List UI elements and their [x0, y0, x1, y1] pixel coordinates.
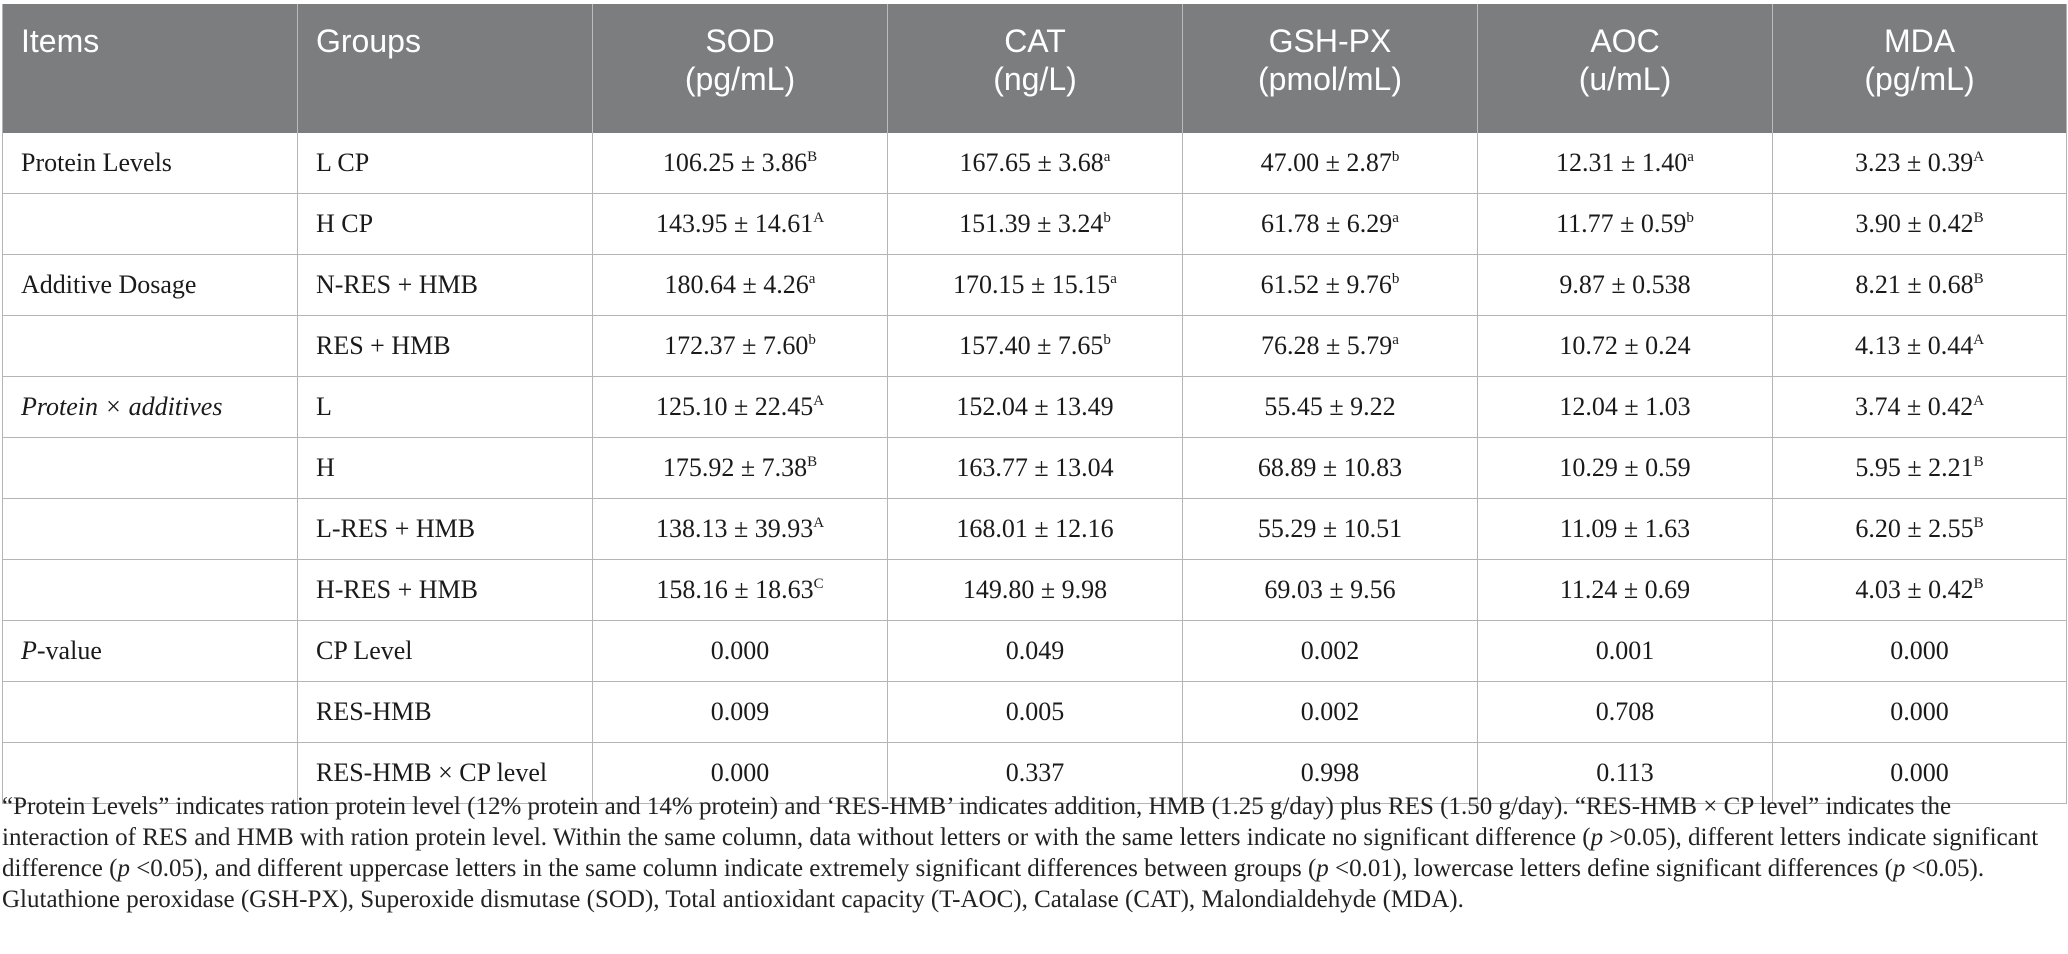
item-label-rest: -value	[36, 636, 102, 665]
value-cell	[1773, 621, 2067, 682]
value-cell	[888, 560, 1183, 621]
value-text: 0.000	[1890, 636, 1949, 665]
value-cell	[1183, 499, 1478, 560]
value-text: 11.09 ± 1.63	[1559, 514, 1691, 543]
column-header	[3, 4, 298, 133]
value-cell	[593, 438, 888, 499]
significance-letter: a	[808, 271, 816, 287]
value-text: 3.90 ± 0.42	[1855, 209, 1974, 238]
table-row	[3, 133, 2067, 194]
value-text: 4.13 ± 0.44	[1854, 331, 1974, 360]
value-cell	[1183, 560, 1478, 621]
significance-letter: B	[1973, 271, 1984, 287]
item-cell	[3, 194, 298, 255]
group-cell: H-RES + HMB	[298, 560, 593, 621]
value-cell	[1773, 255, 2067, 316]
value-cell	[1478, 133, 1773, 194]
item-cell	[3, 255, 298, 316]
value-text: 157.40 ± 7.65	[959, 331, 1104, 360]
value-cell	[1183, 621, 1478, 682]
column-header-text: SOD	[705, 23, 775, 59]
value-text: 168.01 ± 12.16	[956, 514, 1114, 543]
value-cell	[1478, 255, 1773, 316]
value-cell	[888, 438, 1183, 499]
item-cell	[3, 621, 298, 682]
value-text: 0.002	[1300, 636, 1360, 665]
value-text: 0.000	[710, 758, 770, 787]
value-cell	[1478, 499, 1773, 560]
significance-letter: A	[1973, 332, 1985, 348]
value-text: 170.15 ± 15.15	[953, 270, 1111, 299]
significance-letter: b	[1103, 332, 1111, 348]
group-cell: RES-HMB × CP level	[298, 743, 593, 804]
value-text: 163.77 ± 13.04	[956, 453, 1114, 482]
value-cell	[1478, 438, 1773, 499]
column-header-text: AOC	[1590, 23, 1660, 59]
value-cell	[1183, 194, 1478, 255]
value-text: 12.31 ± 1.40	[1556, 148, 1688, 177]
footnote-italic-text: p	[117, 855, 130, 882]
table-row	[3, 621, 2067, 682]
significance-letter: A	[1973, 149, 1985, 165]
item-cell	[3, 499, 298, 560]
significance-letter: B	[807, 454, 818, 470]
table-row	[3, 194, 2067, 255]
value-text: 0.000	[1890, 697, 1949, 726]
column-header	[1183, 4, 1478, 133]
table-row	[3, 682, 2067, 743]
value-text: 0.049	[1005, 636, 1065, 665]
value-text: 106.25 ± 3.86	[662, 148, 808, 177]
value-cell	[593, 316, 888, 377]
value-cell	[1773, 377, 2067, 438]
value-text: 0.113	[1596, 758, 1654, 787]
value-cell	[1183, 133, 1478, 194]
value-cell	[888, 255, 1183, 316]
value-text: 151.39 ± 3.24	[959, 209, 1104, 238]
significance-letter: b	[1686, 210, 1694, 226]
column-header-text: (pg/mL)	[1864, 61, 1975, 97]
column-header	[593, 4, 888, 133]
significance-letter: b	[808, 332, 816, 348]
value-cell	[593, 194, 888, 255]
value-text: 10.72 ± 0.24	[1559, 331, 1691, 360]
significance-letter: B	[1973, 454, 1984, 470]
value-text: 55.45 ± 9.22	[1264, 392, 1396, 421]
value-text: 0.009	[710, 697, 770, 726]
value-cell	[1183, 316, 1478, 377]
value-text: 68.89 ± 10.83	[1257, 453, 1403, 482]
value-cell	[1773, 438, 2067, 499]
significance-letter: a	[1103, 149, 1111, 165]
value-cell	[593, 377, 888, 438]
value-cell	[888, 133, 1183, 194]
column-header-text: Items	[21, 23, 100, 59]
value-text: 0.337	[1005, 758, 1065, 787]
value-text: 180.64 ± 4.26	[664, 270, 809, 299]
column-header-text: (ng/L)	[993, 61, 1077, 97]
table-row	[3, 560, 2067, 621]
value-cell	[1183, 438, 1478, 499]
significance-letter: a	[1110, 271, 1117, 287]
value-text: 4.03 ± 0.42	[1855, 575, 1974, 604]
value-cell	[593, 499, 888, 560]
group-cell: RES-HMB	[298, 682, 593, 743]
footnote-italic-text: p	[1590, 824, 1604, 851]
group-cell: L	[298, 377, 593, 438]
value-cell	[1478, 316, 1773, 377]
group-cell: H	[298, 438, 593, 499]
value-cell	[1773, 194, 2067, 255]
value-cell	[888, 377, 1183, 438]
significance-letter: a	[1687, 149, 1694, 165]
column-header	[888, 4, 1183, 133]
significance-letter: B	[1973, 210, 1984, 226]
table-row	[3, 499, 2067, 560]
value-cell	[1773, 133, 2067, 194]
value-text: 0.001	[1595, 636, 1655, 665]
value-text: 0.708	[1595, 697, 1655, 726]
item-cell	[3, 560, 298, 621]
table-body	[3, 133, 2067, 804]
significance-letter: b	[1103, 210, 1111, 226]
table-row	[3, 316, 2067, 377]
value-cell	[1478, 560, 1773, 621]
table-footnote	[2, 791, 2062, 915]
table-row	[3, 438, 2067, 499]
footnote-text: <0.01), lowercase letters define significant differences (	[1328, 855, 1893, 882]
column-header-text: (pg/mL)	[684, 61, 796, 97]
item-cell	[3, 316, 298, 377]
value-text: 8.21 ± 0.68	[1855, 270, 1974, 299]
value-cell	[1478, 682, 1773, 743]
value-cell	[593, 255, 888, 316]
table-container	[2, 4, 2066, 804]
table-row	[3, 255, 2067, 316]
group-cell: L CP	[298, 133, 593, 194]
value-text: 175.92 ± 7.38	[662, 453, 808, 482]
value-cell	[888, 621, 1183, 682]
value-text: 12.04 ± 1.03	[1559, 392, 1691, 421]
column-header-text: GSH-PX	[1268, 23, 1392, 59]
antioxidant-data-table	[2, 4, 2067, 804]
value-text: 152.04 ± 13.49	[956, 392, 1114, 421]
value-cell	[888, 682, 1183, 743]
group-cell: N-RES + HMB	[298, 255, 593, 316]
value-text: 138.13 ± 39.93	[655, 514, 814, 543]
column-header	[1478, 4, 1773, 133]
value-text: 0.005	[1005, 697, 1065, 726]
value-cell	[593, 133, 888, 194]
value-text: 11.24 ± 0.69	[1559, 575, 1691, 604]
value-text: 5.95 ± 2.21	[1855, 453, 1974, 482]
significance-letter: a	[1392, 332, 1399, 348]
value-text: 61.78 ± 6.29	[1261, 209, 1393, 238]
value-text: 158.16 ± 18.63	[656, 575, 814, 604]
value-text: 0.000	[1890, 758, 1949, 787]
item-label-italic: P	[21, 636, 37, 665]
value-text: 167.65 ± 3.68	[959, 148, 1104, 177]
footnote-text: <0.05). Glutathione peroxidase (GSH-PX), Superoxide dismutase (SOD), Total antioxidant capacity (T-AOC), Catalase (CAT), Malondialdehyde (MDA).	[2, 855, 1985, 913]
significance-letter: B	[1973, 576, 1984, 592]
value-text: 6.20 ± 2.55	[1855, 514, 1974, 543]
significance-letter: B	[807, 149, 818, 165]
item-cell	[3, 377, 298, 438]
significance-letter: A	[813, 393, 825, 409]
value-text: 55.29 ± 10.51	[1257, 514, 1403, 543]
value-cell	[888, 499, 1183, 560]
value-cell	[1183, 255, 1478, 316]
value-cell	[593, 682, 888, 743]
group-cell: H CP	[298, 194, 593, 255]
value-text: 61.52 ± 9.76	[1260, 270, 1392, 299]
value-cell	[1773, 682, 2067, 743]
significance-letter: C	[813, 576, 824, 592]
item-label: Additive Dosage	[21, 270, 197, 299]
value-text: 10.29 ± 0.59	[1559, 453, 1691, 482]
column-header-text: (pmol/mL)	[1257, 61, 1402, 97]
column-header-text: Groups	[316, 23, 421, 59]
footnote-text: >0.05), different letters indicate significant difference (	[2, 824, 2039, 882]
value-cell	[1773, 560, 2067, 621]
footnote-italic-text: p	[1892, 855, 1906, 882]
value-cell	[1183, 377, 1478, 438]
significance-letter: A	[1973, 393, 1985, 409]
group-cell: L-RES + HMB	[298, 499, 593, 560]
item-cell	[3, 682, 298, 743]
value-cell	[593, 621, 888, 682]
table-header	[3, 4, 2067, 133]
value-text: 0.998	[1300, 758, 1360, 787]
value-cell	[1478, 194, 1773, 255]
footnote-text: <0.05), and different uppercase letters in the same column indicate extremely significant differences between groups (	[129, 855, 1317, 882]
value-text: 69.03 ± 9.56	[1264, 575, 1396, 604]
group-cell: CP Level	[298, 621, 593, 682]
significance-letter: B	[1973, 515, 1984, 531]
value-text: 0.002	[1300, 697, 1360, 726]
value-cell	[1773, 499, 2067, 560]
value-text: 3.23 ± 0.39	[1854, 148, 1974, 177]
significance-letter: A	[813, 515, 825, 531]
value-cell	[1773, 316, 2067, 377]
group-cell: RES + HMB	[298, 316, 593, 377]
item-cell	[3, 438, 298, 499]
item-cell	[3, 133, 298, 194]
value-text: 76.28 ± 5.79	[1261, 331, 1393, 360]
value-text: 125.10 ± 22.45	[655, 392, 814, 421]
column-header	[1773, 4, 2067, 133]
column-header-text: CAT	[1004, 23, 1066, 59]
value-cell	[888, 316, 1183, 377]
significance-letter: b	[1391, 271, 1400, 287]
value-text: 149.80 ± 9.98	[962, 575, 1108, 604]
value-text: 172.37 ± 7.60	[664, 331, 809, 360]
value-text: 143.95 ± 14.61	[655, 209, 814, 238]
value-cell	[1183, 682, 1478, 743]
value-cell	[1478, 621, 1773, 682]
value-text: 0.000	[710, 636, 770, 665]
column-header-text: (u/mL)	[1578, 61, 1672, 97]
table-row	[3, 377, 2067, 438]
footnote-text: “Protein Levels” indicates ration protein level (12% protein and 14% protein) and ‘RES-HMB’ indicates addition, HMB (1.25 g/day) plus RES (1.50 g/day). “RES-HMB × CP level” indicates the interaction of RES and HMB with ration protein level. Within the same column, data without letters or with the same letters indicate no significant difference (	[2, 793, 1952, 851]
value-cell	[888, 194, 1183, 255]
column-header-text: MDA	[1883, 23, 1956, 59]
significance-letter: b	[1391, 149, 1400, 165]
item-label: Protein Levels	[21, 148, 172, 177]
value-text: 3.74 ± 0.42	[1854, 392, 1974, 421]
value-cell	[1478, 377, 1773, 438]
value-cell	[593, 560, 888, 621]
column-header	[298, 4, 593, 133]
significance-letter: a	[1392, 210, 1399, 226]
footnote-italic-text: p	[1316, 855, 1329, 882]
value-text: 47.00 ± 2.87	[1260, 148, 1392, 177]
header-row	[3, 4, 2067, 133]
value-text: 11.77 ± 0.59	[1556, 209, 1687, 238]
item-label-italic: Protein × additives	[21, 392, 223, 421]
value-text: 9.87 ± 0.538	[1559, 270, 1691, 299]
significance-letter: A	[813, 210, 825, 226]
